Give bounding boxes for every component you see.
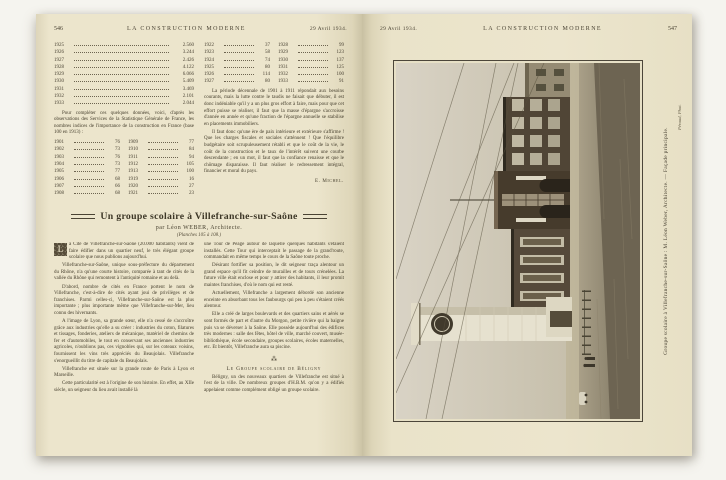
magazine-spread [36, 14, 692, 456]
dot-leader [74, 164, 104, 165]
issue-date: 29 Avril 1934. [309, 26, 347, 32]
table-row: 1905 77 1913 100 [54, 169, 194, 175]
table-row: 1904 73 1912 105 [54, 161, 194, 167]
article-paragraph-11: Béligny, un des nouveaux quartiers de Villefranche est situé à l'est de la ville. De nombreux groupes d'H.B.M. qu'on y a édifiés appelaient comme complément obligé un groupe scolaire. [204, 374, 344, 393]
table-row: 1901 76 1909 77 [54, 140, 194, 146]
table-row: 1927 80 1933 91 [204, 79, 344, 85]
article-paragraph-5: Villefranche est située sur la grande route de Paris à Lyon et Marseille. [54, 366, 194, 379]
dot-leader [74, 171, 104, 172]
entrance-sign-strip-right [516, 176, 546, 180]
title-rule-left [71, 214, 95, 219]
dot-leader [74, 74, 169, 75]
table-row: 1929 6.066 [54, 72, 194, 78]
dot-leader [148, 149, 178, 150]
journal-title: LA CONSTRUCTION MODERNE [483, 26, 602, 32]
wing-block-a-roofline [511, 229, 514, 307]
dot-leader [224, 67, 254, 68]
table-row: 1925 2.560 [54, 43, 194, 48]
indices-table-1922-1933 [204, 42, 344, 86]
dot-leader [74, 45, 169, 46]
table-row: 1924 74 1930 137 [204, 57, 344, 63]
article-byline: par Léon WEBER, Architecte. [155, 225, 243, 231]
table-row: 1903 76 1911 94 [54, 154, 194, 160]
article-paragraph-2: Villefranche-sur-Saône, unique sous-préfecture du département du Rhône, n'a qu'une courte histoire, comparée à tant de cités de la vallée du Rhône qui remontent à l'antiquité romaine et au delà. [54, 263, 194, 282]
table-row: 1922 37 1928 99 [204, 43, 344, 48]
dot-leader [148, 179, 178, 180]
dot-leader [298, 81, 328, 82]
table-row: 1906 68 1919 16 [54, 176, 194, 182]
photographer-credit-vertical [677, 60, 685, 130]
construction-volume-table [54, 42, 194, 108]
author-signature: E. Michel. [314, 179, 344, 184]
article-paragraph-10: Elle a créé de larges boulevards et des quartiers sains et aérés se sont formés de part et d'autre du Morgon, petite rivière qui la baigne puis va se déverser à la Saône. Elle possède aujourd'hui des édifices très modernes : salle des fêtes, hôtel de ville, marché couvert, musée-bibliothèque, école secondaire, groupes scolaires, écoles maternelles, etc. Et bientôt, Villefranche aura sa piscine. [204, 312, 344, 351]
table-row: 1928 4.122 [54, 64, 194, 70]
table-row: 1932 2.101 [54, 94, 194, 100]
column-1 [54, 40, 194, 206]
article-paragraph-3: D'abord, nombre de cités en France portent le nom de Villefranche, c'est-à-dire de cités ayant joui de privilèges et de franchises. Parmi celles-ci, Villefranche-sur-Saône est la plus importante ; plus importante même que Villefranche-sur-Mer, lieu connu des hivernants. [54, 284, 194, 316]
article-paragraph-6: Cette particularité est à l'origine de son histoire. En effet, au XIIe siècle, un seigneur du lieu avait installé là [54, 381, 194, 393]
statistics-section [54, 40, 344, 206]
article-title: Un groupe scolaire à Villefranche-sur-Saône [100, 211, 298, 222]
end-house [528, 63, 570, 97]
table-row: 1907 66 1920 27 [54, 183, 194, 189]
table-row: 1923 58 1929 123 [204, 50, 344, 56]
dot-leader [148, 186, 178, 187]
table-row: 1926 3.244 [54, 50, 194, 56]
dot-leader [148, 171, 178, 172]
dot-leader [298, 52, 328, 53]
editorial-paragraph-1: La période décennale de 1901 à 1911 répondait aux besoins courants, mais la lutte contre le taudis ne faisait que débuter, il est donc indéniable qu'il y a un plus gros effort à faire, mais pour que cet effort puisse se réaliser, il faut que la masse d'épargne s'accroisse d'année en année et qu'une fraction de l'épargne annuelle se stabilise en placements immobiliers. [204, 88, 344, 127]
dot-leader [74, 96, 169, 97]
table-row: 1908 68 1921 23 [54, 191, 194, 197]
column-2 [204, 40, 344, 206]
photo-scene [396, 63, 640, 419]
journal-title: LA CONSTRUCTION MODERNE [127, 26, 246, 32]
plate-caption-text: Groupe scolaire à Villefranche-sur-Saône : M. Léon Weber, Architecte. — Façade principale. [663, 127, 669, 355]
plates-reference: (Planches 105 à 108.) [176, 233, 222, 238]
title-rule-right [303, 214, 327, 219]
ornamental-drop-cap: L [54, 243, 67, 256]
article-column-2 [204, 242, 344, 438]
left-page [36, 14, 362, 456]
tower-door [550, 311, 572, 327]
dot-leader [74, 67, 169, 68]
photo-plate [393, 60, 643, 422]
dot-leader [148, 164, 178, 165]
dot-leader [74, 157, 104, 158]
dot-leader [224, 60, 254, 61]
dot-leader [298, 74, 328, 75]
entrance-door-right [540, 179, 571, 192]
pavilion-cornice [494, 171, 498, 229]
indices-intro-paragraph: Pour compléter ces quelques données, voici, d'après les observations des Services de la Statistique Générale de France, les nombres indices de l'importance de la construction en France (base 100 en 1913) : [54, 110, 194, 136]
table-row: 1930 5.409 [54, 79, 194, 85]
dot-leader [224, 74, 254, 75]
dot-leader [148, 157, 178, 158]
article-heading [54, 211, 344, 238]
dot-leader [298, 45, 328, 46]
table-row: 1926 114 1932 100 [204, 72, 344, 78]
dot-leader [74, 186, 104, 187]
dot-leader [224, 52, 254, 53]
photographer-credit-text: Péraud, Phot. [677, 104, 682, 130]
entrance-door-left [540, 205, 570, 218]
end-house-roof [525, 63, 529, 97]
editorial-paragraph-2: Il faut donc qu'une ère de paix intérieure et extérieure s'affirme ! Que les charges fiscales et sociales s'atténuent ! Que l'équilibre budgétaire soit scrupuleusement rétabli et que le coût de la vie, le coût de la construction et le taux de l'intérêt suivent une courbe descendante ; en un mot, il faut que la confiance renaisse et que le chômage disparaisse. Il faut réaliser le redressement intégral, financier et moral du pays. [204, 129, 344, 175]
table-row: 1931 3.469 [54, 86, 194, 92]
asterism-ornament: ⁂ [270, 355, 278, 363]
dot-leader [74, 89, 169, 90]
dot-leader [298, 60, 328, 61]
dot-leader [148, 142, 178, 143]
dot-leader [74, 60, 169, 61]
section-subhead: Le Groupe scolaire de Béligny [226, 366, 322, 372]
dot-leader [224, 81, 254, 82]
dot-leader [74, 179, 104, 180]
dot-leader [74, 103, 169, 104]
dot-leader [298, 67, 328, 68]
dot-leader [74, 142, 104, 143]
table-row: 1902 73 1910 84 [54, 147, 194, 153]
issue-date: 29 Avril 1934. [380, 26, 418, 32]
left-page-body [54, 40, 344, 438]
table-row: 1933 2.044 [54, 101, 194, 107]
table-row: 1927 2.426 [54, 57, 194, 63]
table-row: 1925 80 1931 125 [204, 64, 344, 70]
article-title-row [54, 211, 344, 222]
school-photograph [396, 63, 640, 419]
wing-block-b-roofline [503, 97, 506, 171]
article-paragraph-4: A l'image de Lyon, sa grande sœur, elle n'a cessé de s'accroître grâce aux industries qu'elle a su créer : industries du coton, filatures et tissages, fonderies, ateliers de mécanique, matériel de chemins de fer et d'automobiles, le tout en conservant ses anciennes industries agricoles, n'oublions pas, ces vignobles qui, sur les coteaux voisins, fournissent les vins très appréciés du Beaujolais. Villefranche s'enorgueillit du titre de capitale du Beaujolais. [54, 319, 194, 364]
right-page [362, 14, 692, 456]
article-paragraph-7: une Tour de Péage autour de laquelle quelques habitants s'étaient installés. Cette Tour qui interceptait le passage de la grand'route, commandait en même temps le cours de la Saône toute proche. [204, 242, 344, 261]
article-paragraph-8: Désirant fortifier sa position, le dit seigneur traça alentour un grand espace qu'il fit ceindre de murailles et de tours crénelées. La future ville était enclose et pour y attirer des habitants, il leur promit maintes franchises, d'où le nom qui est resté. [204, 263, 344, 289]
article-column-1 [54, 242, 194, 438]
article-paragraph-9: Actuellement, Villefranche a largement débordé son ancienne enceinte en absorbant tous les faubourgs qui peu à peu s'étaient créés alentour. [204, 291, 344, 310]
article-body [54, 242, 344, 438]
right-folio: 547 [668, 26, 677, 32]
dot-leader [74, 81, 169, 82]
indices-table-1901-1921 [54, 139, 194, 197]
left-page-header [54, 26, 347, 32]
dot-leader [74, 52, 169, 53]
right-page-header [380, 26, 677, 32]
article-paragraph-1: L a Cité de Villefranche-sur-Saône (20.000 habitants) vient de faire édifier dans un quartier neuf, le très élégant groupe scolaire que nous publions aujourd'hui. [54, 242, 194, 262]
dot-leader [224, 45, 254, 46]
dot-leader [74, 193, 104, 194]
dot-leader [74, 149, 104, 150]
plate-caption-vertical [662, 60, 672, 422]
left-folio: 546 [54, 26, 63, 32]
entrance-sign-strip-left [516, 218, 546, 222]
dot-leader [148, 193, 178, 194]
